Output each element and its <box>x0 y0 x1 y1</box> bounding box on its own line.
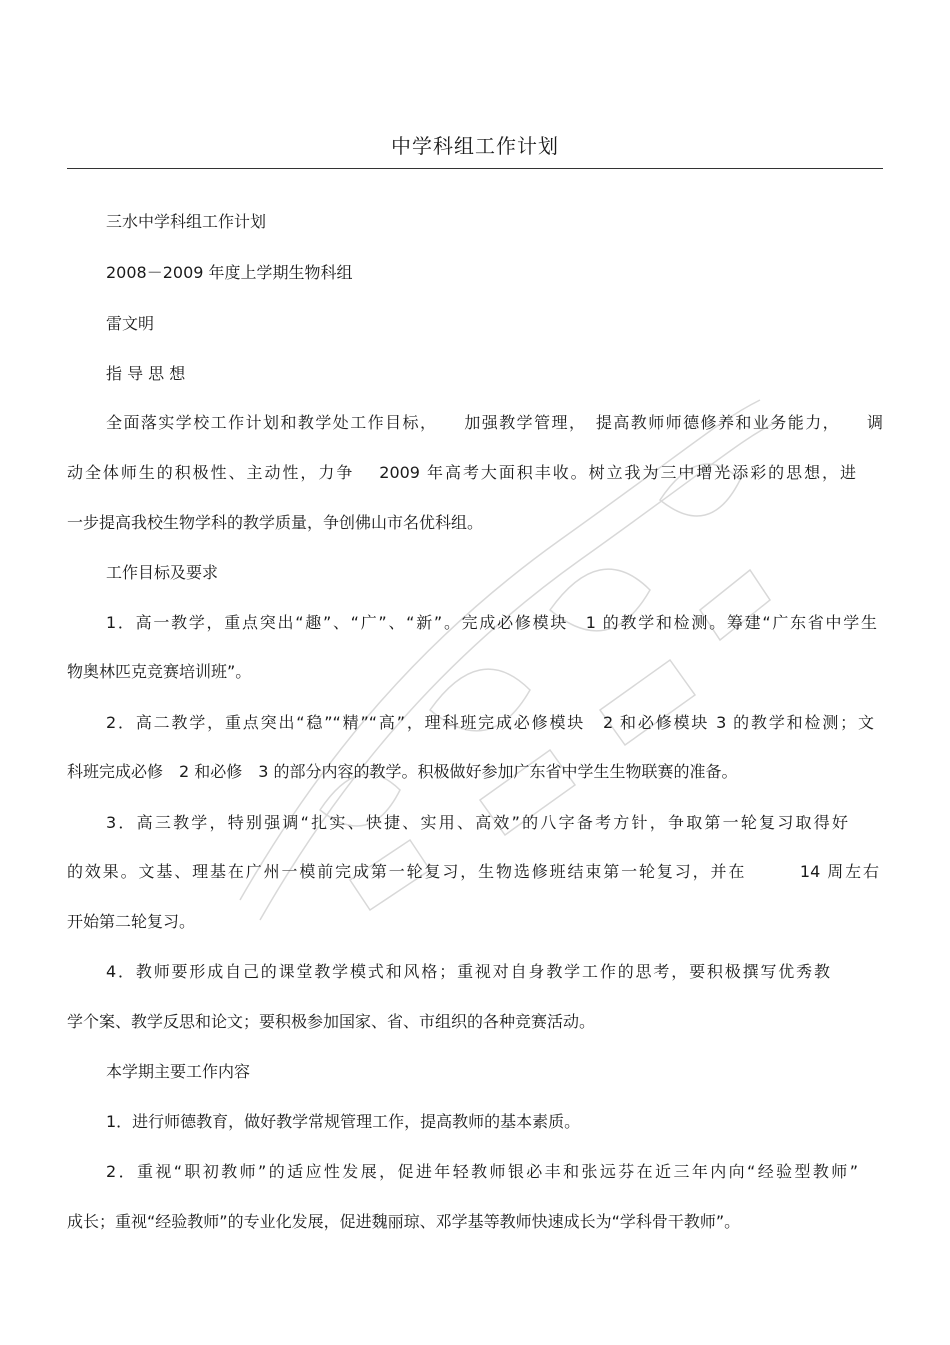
goal-item-2-line: 2．高二教学，重点突出“稳”“精”“高”，理科班完成必修模块 2 和必修模块 3 的教学和检测；文 <box>106 713 874 732</box>
goal-item-3-line: 3．高三教学，特别强调“扎实、快捷、实用、高效”的八字备考方针，争取第一轮复习取得好 <box>106 813 848 832</box>
document-title: 中学科组工作计划 <box>391 134 559 158</box>
heading-goals: 工作目标及要求 <box>106 563 219 582</box>
heading-guiding-thought: 指 导 思 想 <box>106 364 186 383</box>
goal-item-3-line: 的效果。文基、理基在广州一模前完成第一轮复习，生物选修班结束第一轮复习，并在 14 周左右 <box>67 862 879 881</box>
goal-item-3-line: 开始第二轮复习。 <box>67 912 196 931</box>
main-work-item-2-line: 成长；重视“经验教师”的专业化发展，促进魏丽琼、邓学基等教师快速成长为“学科骨干教师”。 <box>67 1212 741 1231</box>
main-work-item-2-line: 2．重视“职初教师”的适应性发展，促进年轻教师银必丰和张远芬在近三年内向“经验型教师” <box>106 1162 858 1181</box>
goal-item-4-line: 学个案、教学反思和论文；要积极参加国家、省、市组织的各种竞赛活动。 <box>67 1012 596 1031</box>
header-school-plan: 三水中学科组工作计划 <box>106 212 267 231</box>
header-year-subject: 2008－2009 年度上学期生物科组 <box>106 263 353 282</box>
main-work-item-1: 1．进行师德教育，做好教学常规管理工作，提高教师的基本素质。 <box>106 1112 581 1131</box>
goal-item-1-line: 物奥林匹克竞赛培训班”。 <box>67 662 252 681</box>
goal-item-1-line: 1．高一教学，重点突出“趣”、“广”、“新”。完成必修模块 1 的教学和检测。筹建“广东省中学生 <box>106 613 877 632</box>
heading-main-work: 本学期主要工作内容 <box>106 1062 251 1081</box>
guiding-paragraph-line: 全面落实学校工作计划和教学处工作目标， 加强教学管理， 提高教师师德修养和业务能力， 调 <box>106 413 883 432</box>
goal-item-4-line: 4．教师要形成自己的课堂教学模式和风格；重视对自身教学工作的思考，要积极撰写优秀教 <box>106 962 830 981</box>
guiding-paragraph-line: 一步提高我校生物学科的教学质量，争创佛山市名优科组。 <box>67 513 484 532</box>
header-author: 雷文明 <box>106 314 155 333</box>
title-underline <box>67 168 883 169</box>
goal-item-2-line: 科班完成必修 2 和必修 3 的部分内容的教学。积极做好参加广东省中学生生物联赛的准备。 <box>67 762 738 781</box>
guiding-paragraph-line: 动全体师生的积极性、主动性，力争 2009 年高考大面积丰收。树立我为三中增光添彩的思想，进 <box>67 463 856 482</box>
